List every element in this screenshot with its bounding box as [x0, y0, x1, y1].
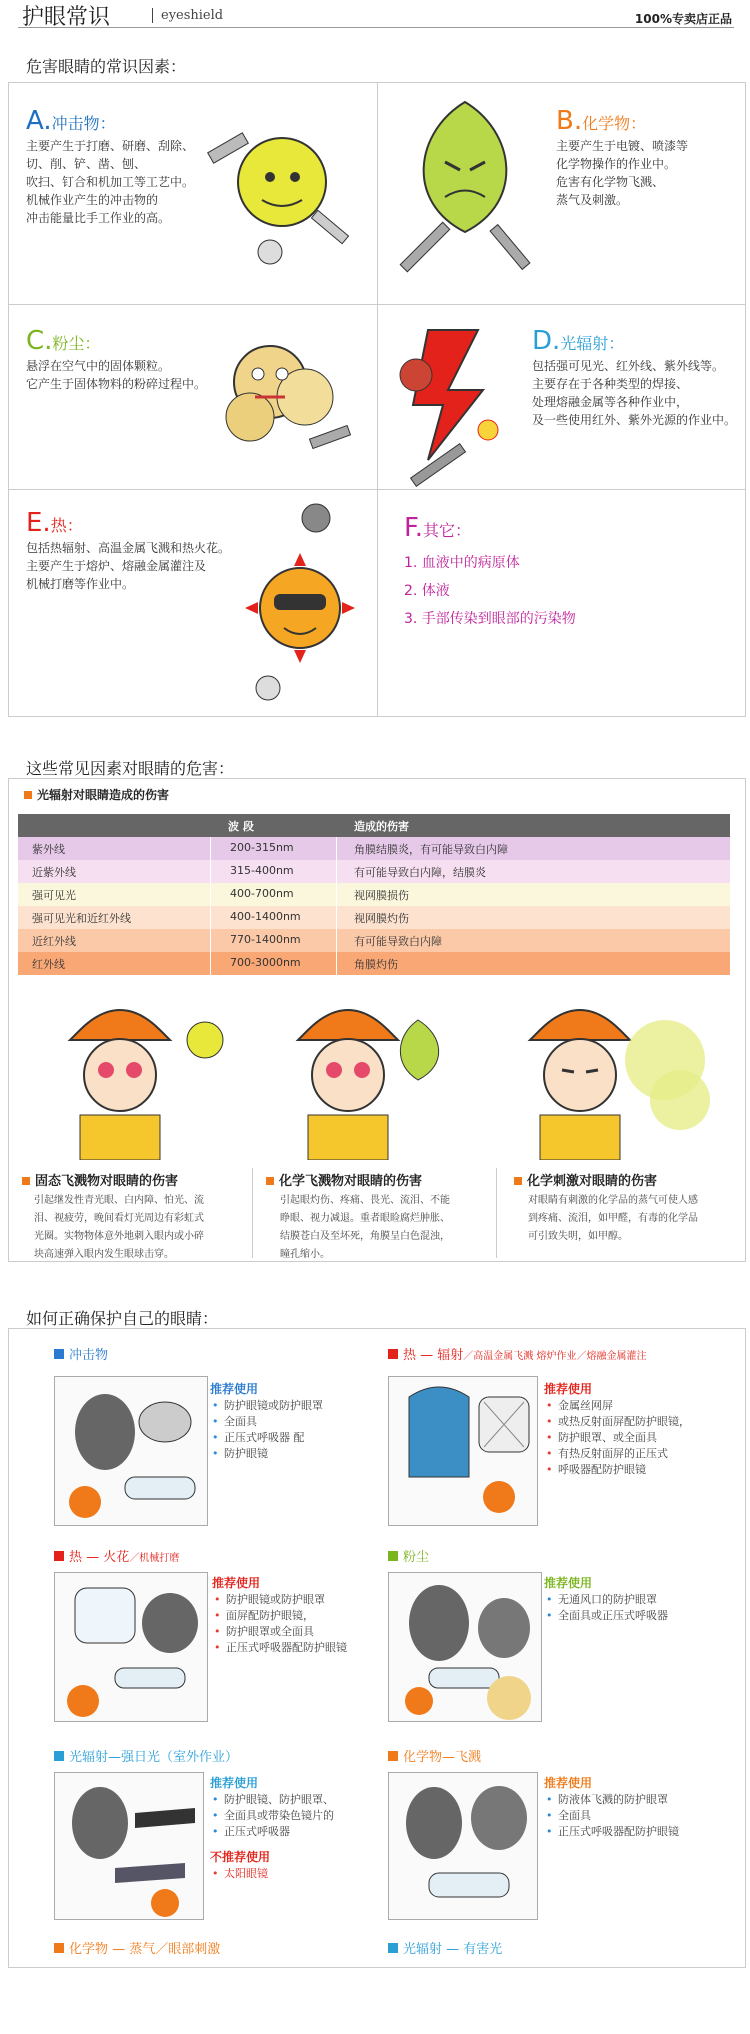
- page-header: [18, 0, 734, 28]
- authentic-badge: 100%专卖店正品: [634, 12, 732, 26]
- panel-chemical-title: 化学物—飞溅: [388, 1746, 481, 1765]
- panel-chemical-vapor-title: 化学物 — 蒸气／眼部刺激: [54, 1938, 220, 1957]
- panel-heat-radiation-list: 推荐使用 • 金属丝网屏 • 或热反射面屏配防护眼镜， • 防护眼罩、或全面具 • 有热反射面屏的正压式 • 呼吸器配防护眼镜: [544, 1380, 690, 1478]
- radiation-illustration: [388, 320, 528, 490]
- hazard-chemical-desc: 引起眼灼伤、疼痛、畏光、流泪、不能 睁眼、视力减退。重者眼睑腐烂肿胀、 结膜苍白及至坏死，角膜呈白色混浊， 瞳孔缩小。: [280, 1195, 450, 1260]
- panel-harmful-light-title: 光辐射 — 有害光: [388, 1938, 502, 1957]
- hazard-chemical-title: 化学飞溅物对眼睛的伤害: [266, 1170, 422, 1189]
- table-row: [18, 883, 730, 906]
- table-cell-harm: 视网膜损伤: [354, 889, 409, 902]
- table-cell-name: 紫外线: [32, 843, 65, 856]
- table-cell-name: 强可见光: [32, 889, 76, 902]
- table-cell-band: 700-3000nm: [230, 956, 301, 969]
- table-cell-band: 770-1400nm: [230, 933, 301, 946]
- radiation-table-title: 光辐射对眼睛造成的伤害: [24, 786, 169, 803]
- impact-illustration: [200, 122, 360, 282]
- hazard-irritation-desc: 对眼睛有刺激的化学品的蒸气可使人感 到疼痛、流泪，如甲醛，有毒的化学品 可引致失明，如甲醇。: [528, 1195, 698, 1242]
- panel-dust-title: 粉尘: [388, 1546, 429, 1565]
- chemical-illustration: [385, 92, 545, 292]
- factor-radiation: D.光辐射： 包括强可见光、红外线、紫外线等。 主要存在于各种类型的焊接、 处理熔融金属等各种作业中， 及一些使用红外、紫外光源的作业中。: [532, 326, 737, 427]
- table-cell-name: 强可见光和近红外线: [32, 912, 131, 925]
- table-row: [18, 906, 730, 929]
- panel-sunlight-picture: [54, 1772, 204, 1920]
- table-row: [18, 929, 730, 952]
- table-row: [18, 837, 730, 860]
- panel-sunlight-title: 光辐射—强日光（室外作业）: [54, 1746, 238, 1765]
- panel-dust-picture: [388, 1572, 542, 1722]
- chemical-irritation-illustration: [500, 990, 720, 1160]
- table-cell-name: 近红外线: [32, 935, 76, 948]
- panel-heat-radiation-title: 热 — 辐射／高温金属飞溅 熔炉作业／熔融金属灌注: [388, 1344, 646, 1363]
- dust-illustration: [210, 322, 360, 462]
- table-cell-harm: 角膜灼伤: [354, 958, 398, 971]
- hazard-solid-desc: 引起继发性青光眼、白内障、怕光、流 泪、视疲劳，晚间看灯光周边有彩虹式 光圈。实物物体意外地刺入眼内或小碎 块高速弹入眼内发生眼球击穿。: [34, 1195, 204, 1260]
- radiation-table: [18, 814, 730, 975]
- table-cell-harm: 角膜结膜炎，有可能导致白内障: [354, 843, 508, 856]
- factor-dust: C.粉尘： 悬浮在空气中的固体颗粒。 它产生于固体物料的粉碎过程中。: [26, 326, 207, 391]
- panel-impact-picture: [54, 1376, 208, 1526]
- table-cell-band: 400-1400nm: [230, 910, 301, 923]
- table-cell-harm: 视网膜灼伤: [354, 912, 409, 925]
- panel-sunlight-not-list: 不推荐使用 • 太阳眼镜: [210, 1848, 270, 1882]
- panel-heat-spark-picture: [54, 1572, 208, 1722]
- panel-chemical-list: 推荐使用 • 防液体飞溅的防护眼罩 • 全面具 • 正压式呼吸器配防护眼镜: [544, 1774, 679, 1840]
- brand-name: eyeshield: [152, 8, 223, 23]
- table-cell-harm: 有可能导致白内障: [354, 935, 442, 948]
- chemical-splash-illustration: [268, 990, 468, 1160]
- table-cell-name: 红外线: [32, 958, 65, 971]
- table-cell-band: 315-400nm: [230, 864, 294, 877]
- table-row: [18, 860, 730, 883]
- table-cell-band: 400-700nm: [230, 887, 294, 900]
- panel-heat-spark-list: 推荐使用 • 防护眼镜或防护眼罩 • 面屏配防护眼镜， • 防护眼罩或全面具 • 正压式呼吸器配防护眼镜: [212, 1574, 347, 1656]
- panel-chemical-picture: [388, 1772, 538, 1920]
- factor-chemical: B.化学物： 主要产生于电镀、喷漆等 化学物操作的作业中。 危害有化学物飞溅、 蒸气及刺激。: [556, 106, 689, 207]
- panel-impact-title: 冲击物: [54, 1344, 108, 1363]
- table-cell-name: 近紫外线: [32, 866, 76, 879]
- solid-splash-illustration: [40, 990, 240, 1160]
- factor-heat: E.热： 包括热辐射、高温金属飞溅和热火花。 主要产生于熔炉、熔融金属灌注及 机械打磨等作业中。: [26, 508, 231, 591]
- section3-title: 如何正确保护自己的眼睛：: [26, 1309, 219, 1328]
- table-row: [18, 952, 730, 975]
- panel-dust-list: 推荐使用 • 无通风口的防护眼罩 • 全面具或正压式呼吸器: [544, 1574, 668, 1624]
- hazard-irritation-title: 化学刺激对眼睛的伤害: [514, 1170, 657, 1189]
- panel-sunlight-list: 推荐使用 • 防护眼镜、防护眼罩、 • 全面具或带染色镜片的 • 正压式呼吸器: [210, 1774, 334, 1840]
- section2-title: 这些常见因素对眼睛的危害：: [26, 759, 235, 778]
- table-cell-harm: 有可能导致白内障，结膜炎: [354, 866, 486, 879]
- factor-other: F.其它： 1. 血液中的病原体 2. 体液 3. 手部传染到眼部的污染物: [404, 513, 576, 627]
- hazard-solid-title: 固态飞溅物对眼睛的伤害: [22, 1170, 178, 1189]
- section1-title: 危害眼睛的常识因素：: [26, 57, 187, 76]
- panel-heat-spark-title: 热 — 火花／机械打磨: [54, 1546, 179, 1565]
- factor-impact: A.冲击物： 主要产生于打磨、研磨、刮除、 切、削、铲、凿、刨、 吹扫、钉合和机加工等工艺中。 机械作业产生的冲击物的 冲击能量比手工作业的高。: [26, 106, 195, 225]
- heat-illustration: [228, 498, 368, 708]
- table-cell-band: 200-315nm: [230, 841, 294, 854]
- page-title: 护眼常识: [22, 5, 111, 30]
- panel-heat-radiation-picture: [388, 1376, 538, 1526]
- panel-impact-list: 推荐使用 • 防护眼镜或防护眼罩 • 全面具 • 正压式呼吸器 配 • 防护眼镜: [210, 1380, 323, 1462]
- table-header: 波 段 造成的伤害: [18, 814, 730, 837]
